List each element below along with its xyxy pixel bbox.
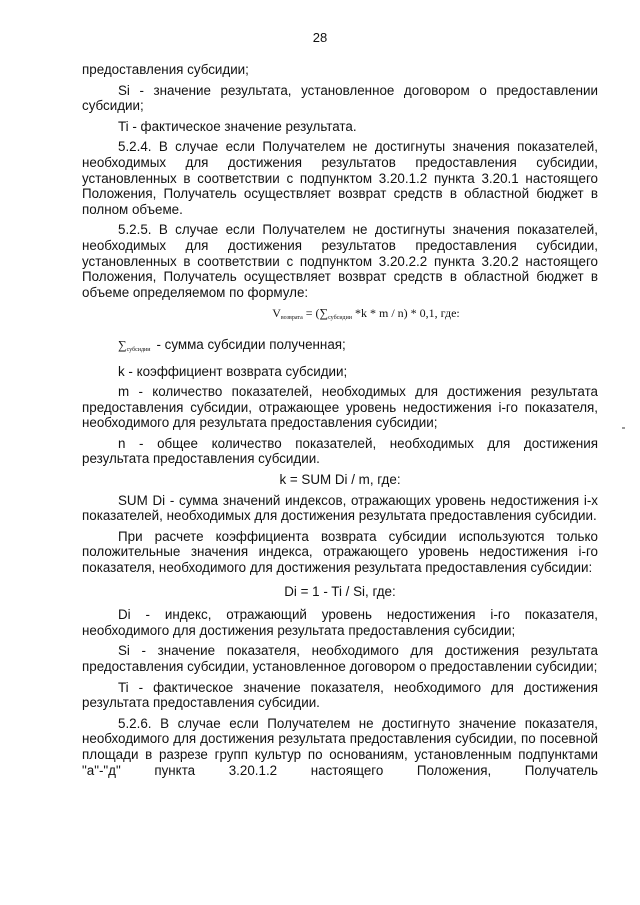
page-number: 28	[312, 30, 328, 45]
paragraph: 5.2.5. В случае если Получателем не достигнуты значения показателей, необходимых для достижения результатов предоставления субсидии, установленных в соответствии с подпунктом 3.20.2.2 пункта 3.20.2 настоящего Положения, Получатель осуществляет возврат средств в областной бюджет в объеме определяемом по формуле:	[82, 222, 598, 300]
formula-sum-subscript: субсидии	[328, 315, 352, 322]
sum-definition-text: - сумма субсидии полученная;	[156, 336, 346, 352]
definition-sum	[82, 337, 598, 359]
definition: Si - значение показателя, необходимого для достижения результата предоставления субсидии, установленное договором о предоставлении субсидии;	[82, 643, 598, 674]
scan-speck	[622, 427, 625, 429]
paragraph: При расчете коэффициента возврата субсидии используются только положительные значения индекса, отражающего уровень недостижения i-го показателя, необходимого для достижения результата предоставления субсидии:	[82, 528, 598, 576]
sum-symbol-subscript: субсидии	[126, 346, 151, 353]
formula-refund	[134, 306, 598, 327]
definition: m - количество показателей, необходимых для достижения результата предоставления субсидии, отражающее уровень недостижения i-го показателя, необходимого для результата предоставления субсидии;	[82, 384, 598, 431]
document-body	[82, 62, 598, 783]
paragraph: Ti - фактическое значение результата.	[118, 118, 357, 134]
paragraph: 5.2.6. В случае если Получателем не достигнуто значение показателя, необходимого для достижения результата предоставления субсидии, по посевной площади в разрезе групп культур по основаниям, установленным подпунктами "а"-"д" пункта 3.20.1.2 настоящего Положения, Получатель	[82, 715, 598, 778]
sum-symbol	[118, 338, 150, 352]
formula-v: V	[272, 306, 281, 321]
formula-k: k = SUM Di / m, где:	[279, 472, 401, 488]
definition: SUM Di - сумма значений индексов, отражающих уровень недостижения i-х показателей, необходимых для достижения результата предоставления субсидии.	[82, 492, 598, 524]
formula-rest: *k * m / n) * 0,1, где:	[352, 306, 460, 321]
sum-symbol-char: ∑	[118, 337, 127, 352]
definition: n - общее количество показателей, необходимых для достижения результата предоставления субсидии.	[82, 435, 598, 467]
paragraph: 5.2.4. В случае если Получателем не достигнуты значения показателей, необходимых для достижения результатов предоставления субсидии, установленных в соответствии с подпунктом 3.20.1.2 пункта 3.20.1 настоящего Положения, Получатель осуществляет возврат средств в областной бюджет в полном объеме.	[82, 139, 598, 217]
formula-eq: = (∑	[302, 306, 329, 321]
definition: k - коэффициент возврата субсидии;	[118, 363, 348, 379]
formula-v-subscript: возврата	[280, 315, 303, 322]
paragraph: Si - значение результата, установленное договором о предоставлении субсидии;	[82, 82, 598, 114]
paragraph: предоставления субсидии;	[82, 62, 249, 77]
definition: Di - индекс, отражающий уровень недостижения i-го показателя, необходимого для достижения результата предоставления субсидии;	[82, 607, 598, 638]
formula-d: Di = 1 - Ti / Si, где:	[284, 583, 396, 599]
definition: Ti - фактическое значение показателя, необходимого для достижения результата предоставления субсидии.	[82, 679, 598, 711]
